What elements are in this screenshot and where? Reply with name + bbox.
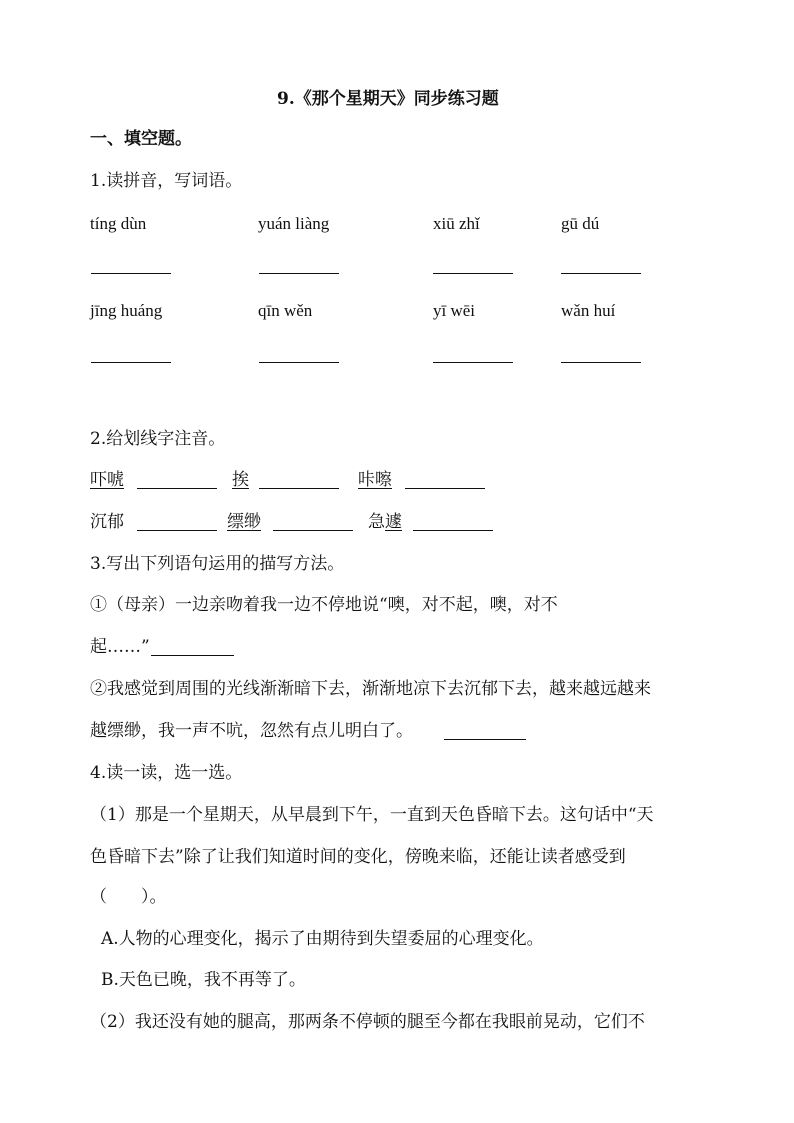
answer-blank[interactable] (137, 530, 217, 531)
answer-blank[interactable] (561, 362, 641, 363)
pinyin-item: yī wēi (433, 301, 476, 320)
underlined-word: 咔嚓 (358, 470, 392, 490)
passage-1-line-2: 色昏暗下去”除了让我们知道时间的变化，傍晚来临，还能让读者感受到 (90, 847, 626, 867)
sentence-1-line-2: 起……” (90, 637, 150, 657)
answer-blank[interactable] (91, 362, 171, 363)
pinyin-item: tíng dùn (90, 214, 147, 233)
word-underlined-part: 缥缈 (227, 512, 261, 532)
underlined-word: 挨 (232, 470, 249, 490)
sentence-2-line-2: 越缥缈，我一声不吭，忽然有点儿明白了。 (90, 721, 413, 741)
passage-2-line-1: （2）我还没有她的腿高，那两条不停顿的腿至今都在我眼前晃动，它们不 (90, 1012, 645, 1032)
answer-blank[interactable] (151, 655, 234, 656)
answer-blank[interactable] (444, 739, 526, 740)
question-4-prompt: 4.读一读，选一选。 (90, 763, 243, 783)
answer-blank[interactable] (405, 488, 485, 489)
pinyin-item: qīn wěn (258, 301, 313, 320)
answer-blank[interactable] (137, 488, 217, 489)
answer-blank[interactable] (259, 488, 339, 489)
sentence-2-line-1: ②我感觉到周围的光线渐渐暗下去，渐渐地凉下去沉郁下去，越来越远越来 (90, 679, 651, 699)
question-2-prompt: 2.给划线字注音。 (90, 429, 226, 449)
word-item (368, 511, 402, 533)
passage-1-line-1: （1）那是一个星期天，从早晨到下午，一直到天色昏暗下去。这句话中“天 (90, 805, 654, 825)
word-underlined-part: 遽 (385, 512, 402, 532)
section-heading: 一、填空题。 (90, 129, 192, 149)
word-plain-part: 沉郁 (90, 512, 124, 532)
answer-blank[interactable] (413, 530, 493, 531)
sentence-1-line-1: ①（母亲）一边亲吻着我一边不停地说“噢，对不起，噢，对不 (90, 595, 558, 615)
answer-blank[interactable] (259, 362, 339, 363)
answer-bracket[interactable]: （ ）。 (90, 887, 167, 907)
question-1-prompt: 1.读拼音，写词语。 (90, 171, 243, 191)
answer-blank[interactable] (433, 273, 513, 274)
answer-blank[interactable] (91, 273, 171, 274)
question-3-prompt: 3.写出下列语句运用的描写方法。 (90, 554, 345, 574)
word-item (90, 511, 124, 533)
answer-blank[interactable] (273, 530, 353, 531)
answer-blank[interactable] (259, 273, 339, 274)
pinyin-item: jīng huáng (90, 301, 163, 320)
option-b[interactable]: B.天色已晚，我不再等了。 (101, 970, 306, 990)
answer-blank[interactable] (561, 273, 641, 274)
word-plain-part: 急 (368, 512, 385, 532)
answer-blank[interactable] (433, 362, 513, 363)
page-title: 9.《那个星期天》同步练习题 (277, 89, 499, 109)
underlined-word: 吓唬 (90, 470, 124, 490)
pinyin-item: wǎn huí (561, 301, 616, 320)
pinyin-item: gū dú (561, 214, 600, 233)
pinyin-item: yuán liàng (258, 214, 330, 233)
pinyin-item: xiū zhǐ (433, 214, 480, 233)
option-a[interactable]: A.人物的心理变化，揭示了由期待到失望委屈的心理变化。 (101, 929, 544, 949)
word-item (227, 511, 261, 533)
